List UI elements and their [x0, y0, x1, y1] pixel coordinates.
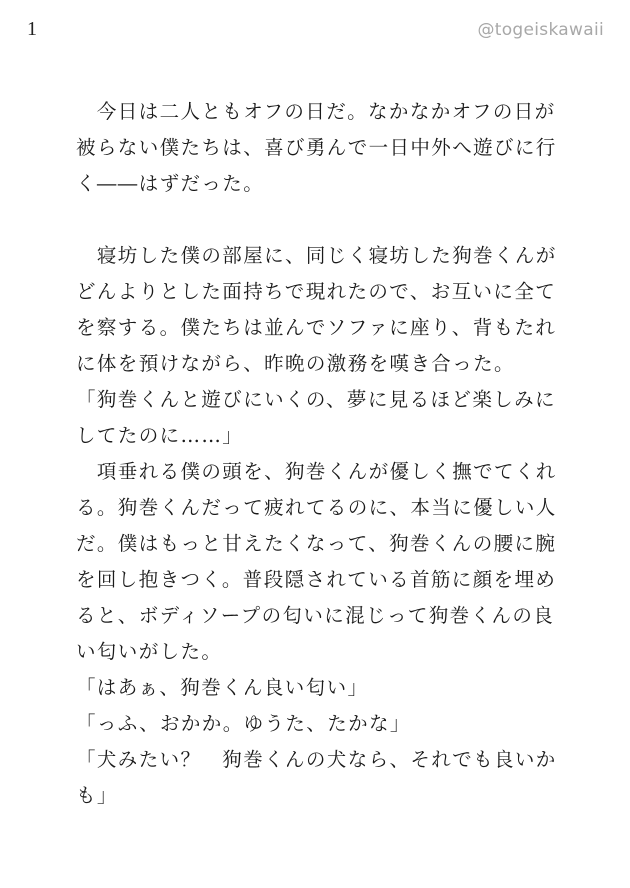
dialogue-line: してたのに……」 — [76, 424, 244, 447]
paragraph-gap — [76, 202, 566, 238]
dialogue-line: 「っふ、おかか。ゆうた、たかな」 — [76, 712, 411, 735]
text-line: 被らない僕たちは、喜び勇んで一日中外へ遊びに行 — [76, 136, 557, 159]
text-line: 項垂れる僕の頭を、狗巻くんが優しく撫でてくれ — [76, 460, 557, 483]
text-line: どんよりとした面持ちで現れたので、お互いに全て — [76, 280, 557, 303]
text-line: を回し抱きつく。普段隠されている首筋に顔を埋め — [76, 568, 557, 591]
text-line: 寝坊した僕の部屋に、同じく寝坊した狗巻くんが — [76, 244, 557, 267]
text-line: だ。僕はもっと甘えたくなって、狗巻くんの腰に腕 — [76, 532, 557, 555]
author-handle: @togeiskawaii — [477, 20, 604, 40]
dialogue-line: も」 — [76, 784, 118, 807]
dialogue-line: 「狗巻くんと遊びにいくの、夢に見るほど楽しみに — [76, 388, 556, 411]
text-line: 今日は二人ともオフの日だ。なかなかオフの日が — [76, 100, 556, 123]
text-line: ると、ボディソープの匂いに混じって狗巻くんの良 — [76, 604, 555, 627]
dialogue-line: 「はあぁ、狗巻くん良い匂い」 — [76, 676, 369, 699]
page-number: 1 — [27, 18, 37, 40]
text-line: を察する。僕たちは並んでソファに座り、背もたれ — [76, 316, 557, 339]
text-line: い匂いがした。 — [76, 640, 223, 663]
text-line: る。狗巻くんだって疲れてるのに、本当に優しい人 — [76, 496, 557, 519]
dialogue-line: 「犬みたい？ 狗巻くんの犬なら、それでも良いか — [76, 748, 557, 771]
text-line: く――はずだった。 — [76, 172, 265, 195]
story-text — [76, 94, 566, 814]
text-line: に体を預けながら、昨晩の激務を嘆き合った。 — [76, 352, 515, 375]
